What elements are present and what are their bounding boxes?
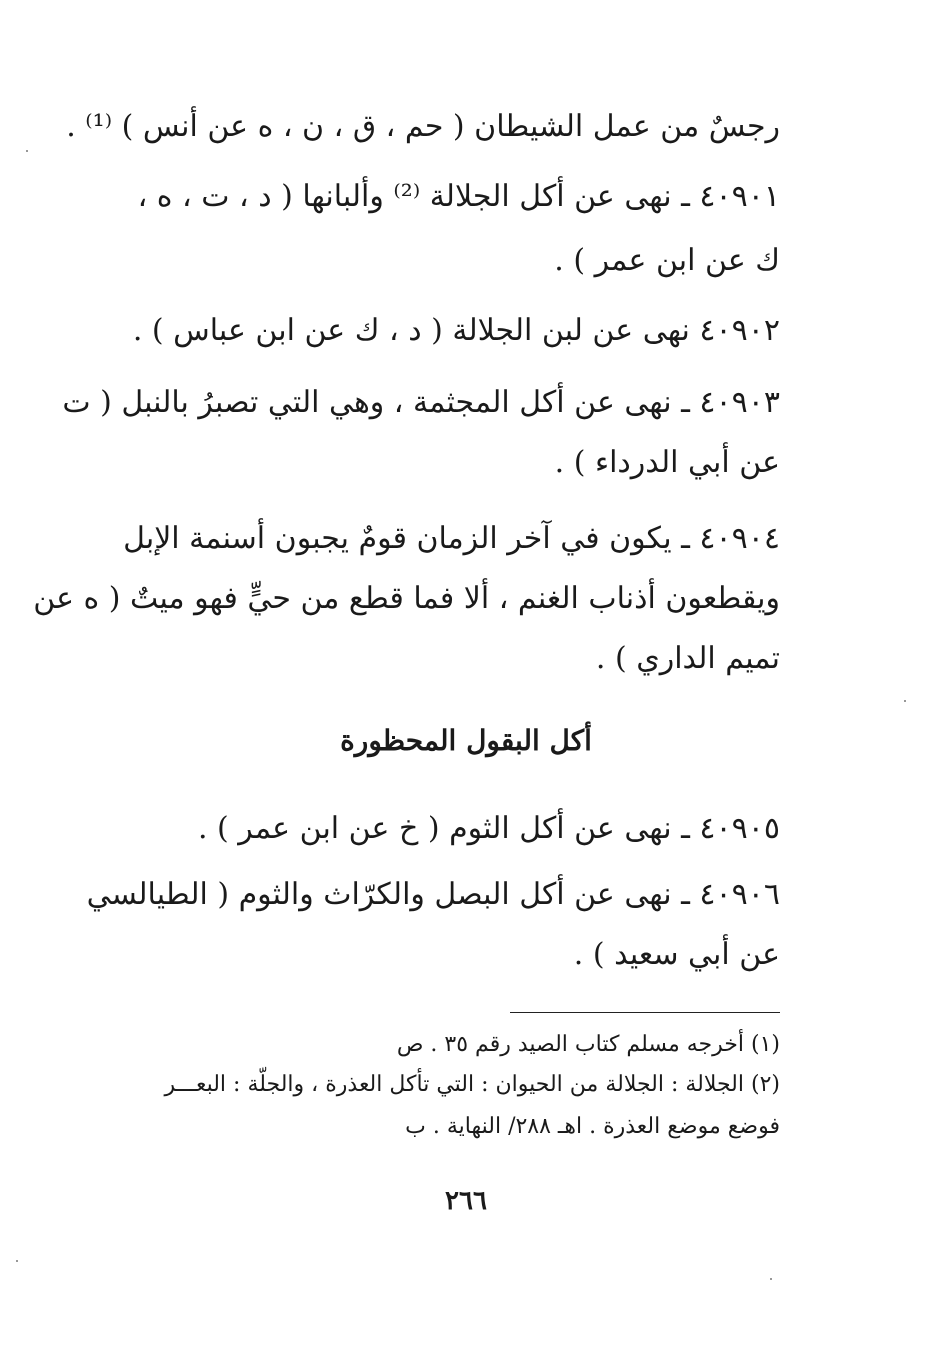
hadith-40904-line-2: ويقطعون أذناب الغنم ، ألا فما قطع من حيٍّ فهو ميتٌ ( ه عن [33,581,780,616]
footnote-2-line-2: فوضع موضع العذرة . اهـ ٢٨٨/ النهاية . ب [405,1114,780,1139]
hadith-40904-line-3: تميم الداري ) . [595,641,780,676]
footnote-2-line-1: (٢) الجلالة : الجلالة من الحيوان : التي تأكل العذرة ، والجلّة : البعـــر [164,1072,780,1097]
hadith-40906-line-1: ٤٠٩٠٦ ـ نهى عن أكل البصل والكرّاث والثوم ( الطيالسي [86,877,780,912]
hadith-40902-line-1: ٤٠٩٠٢ نهى عن لبن الجلالة ( د ، ك عن ابن عباس ) . [132,313,780,348]
text-line-1: رجسٌ من عمل الشيطان ( حم ، ق ، ن ، ه عن أنس ) ⁽¹⁾ . [66,109,780,144]
hadith-40905-line-1: ٤٠٩٠٥ ـ نهى عن أكل الثوم ( خ عن ابن عمر ) . [197,811,780,846]
page-number: ٢٦٦ [445,1186,487,1216]
hadith-40906-line-2: عن أبي سعيد ) . [573,937,780,972]
hadith-40901-line-1: ٤٠٩٠١ ـ نهى عن أكل الجلالة ⁽²⁾ وألبانها ( د ، ت ، ه ، [137,179,780,214]
scan-speck [904,700,906,702]
footnote-separator [510,1012,780,1013]
scan-speck [16,1260,18,1262]
hadith-40903-line-1: ٤٠٩٠٣ ـ نهى عن أكل المجثمة ، وهي التي تصبرُ بالنبل ( ت [62,385,780,420]
hadith-40904-line-1: ٤٠٩٠٤ ـ يكون في آخر الزمان قومٌ يجبون أسنمة الإبل [123,521,780,556]
scan-speck [770,1278,772,1280]
scan-speck [26,150,28,152]
hadith-40903-line-2: عن أبي الدرداء ) . [554,445,780,480]
footnote-1: (١) أخرجه مسلم كتاب الصيد رقم ٣٥ . ص [396,1032,780,1057]
hadith-40901-line-2: ك عن ابن عمر ) . [554,243,780,278]
section-heading: أكل البقول المحظورة [340,724,592,757]
